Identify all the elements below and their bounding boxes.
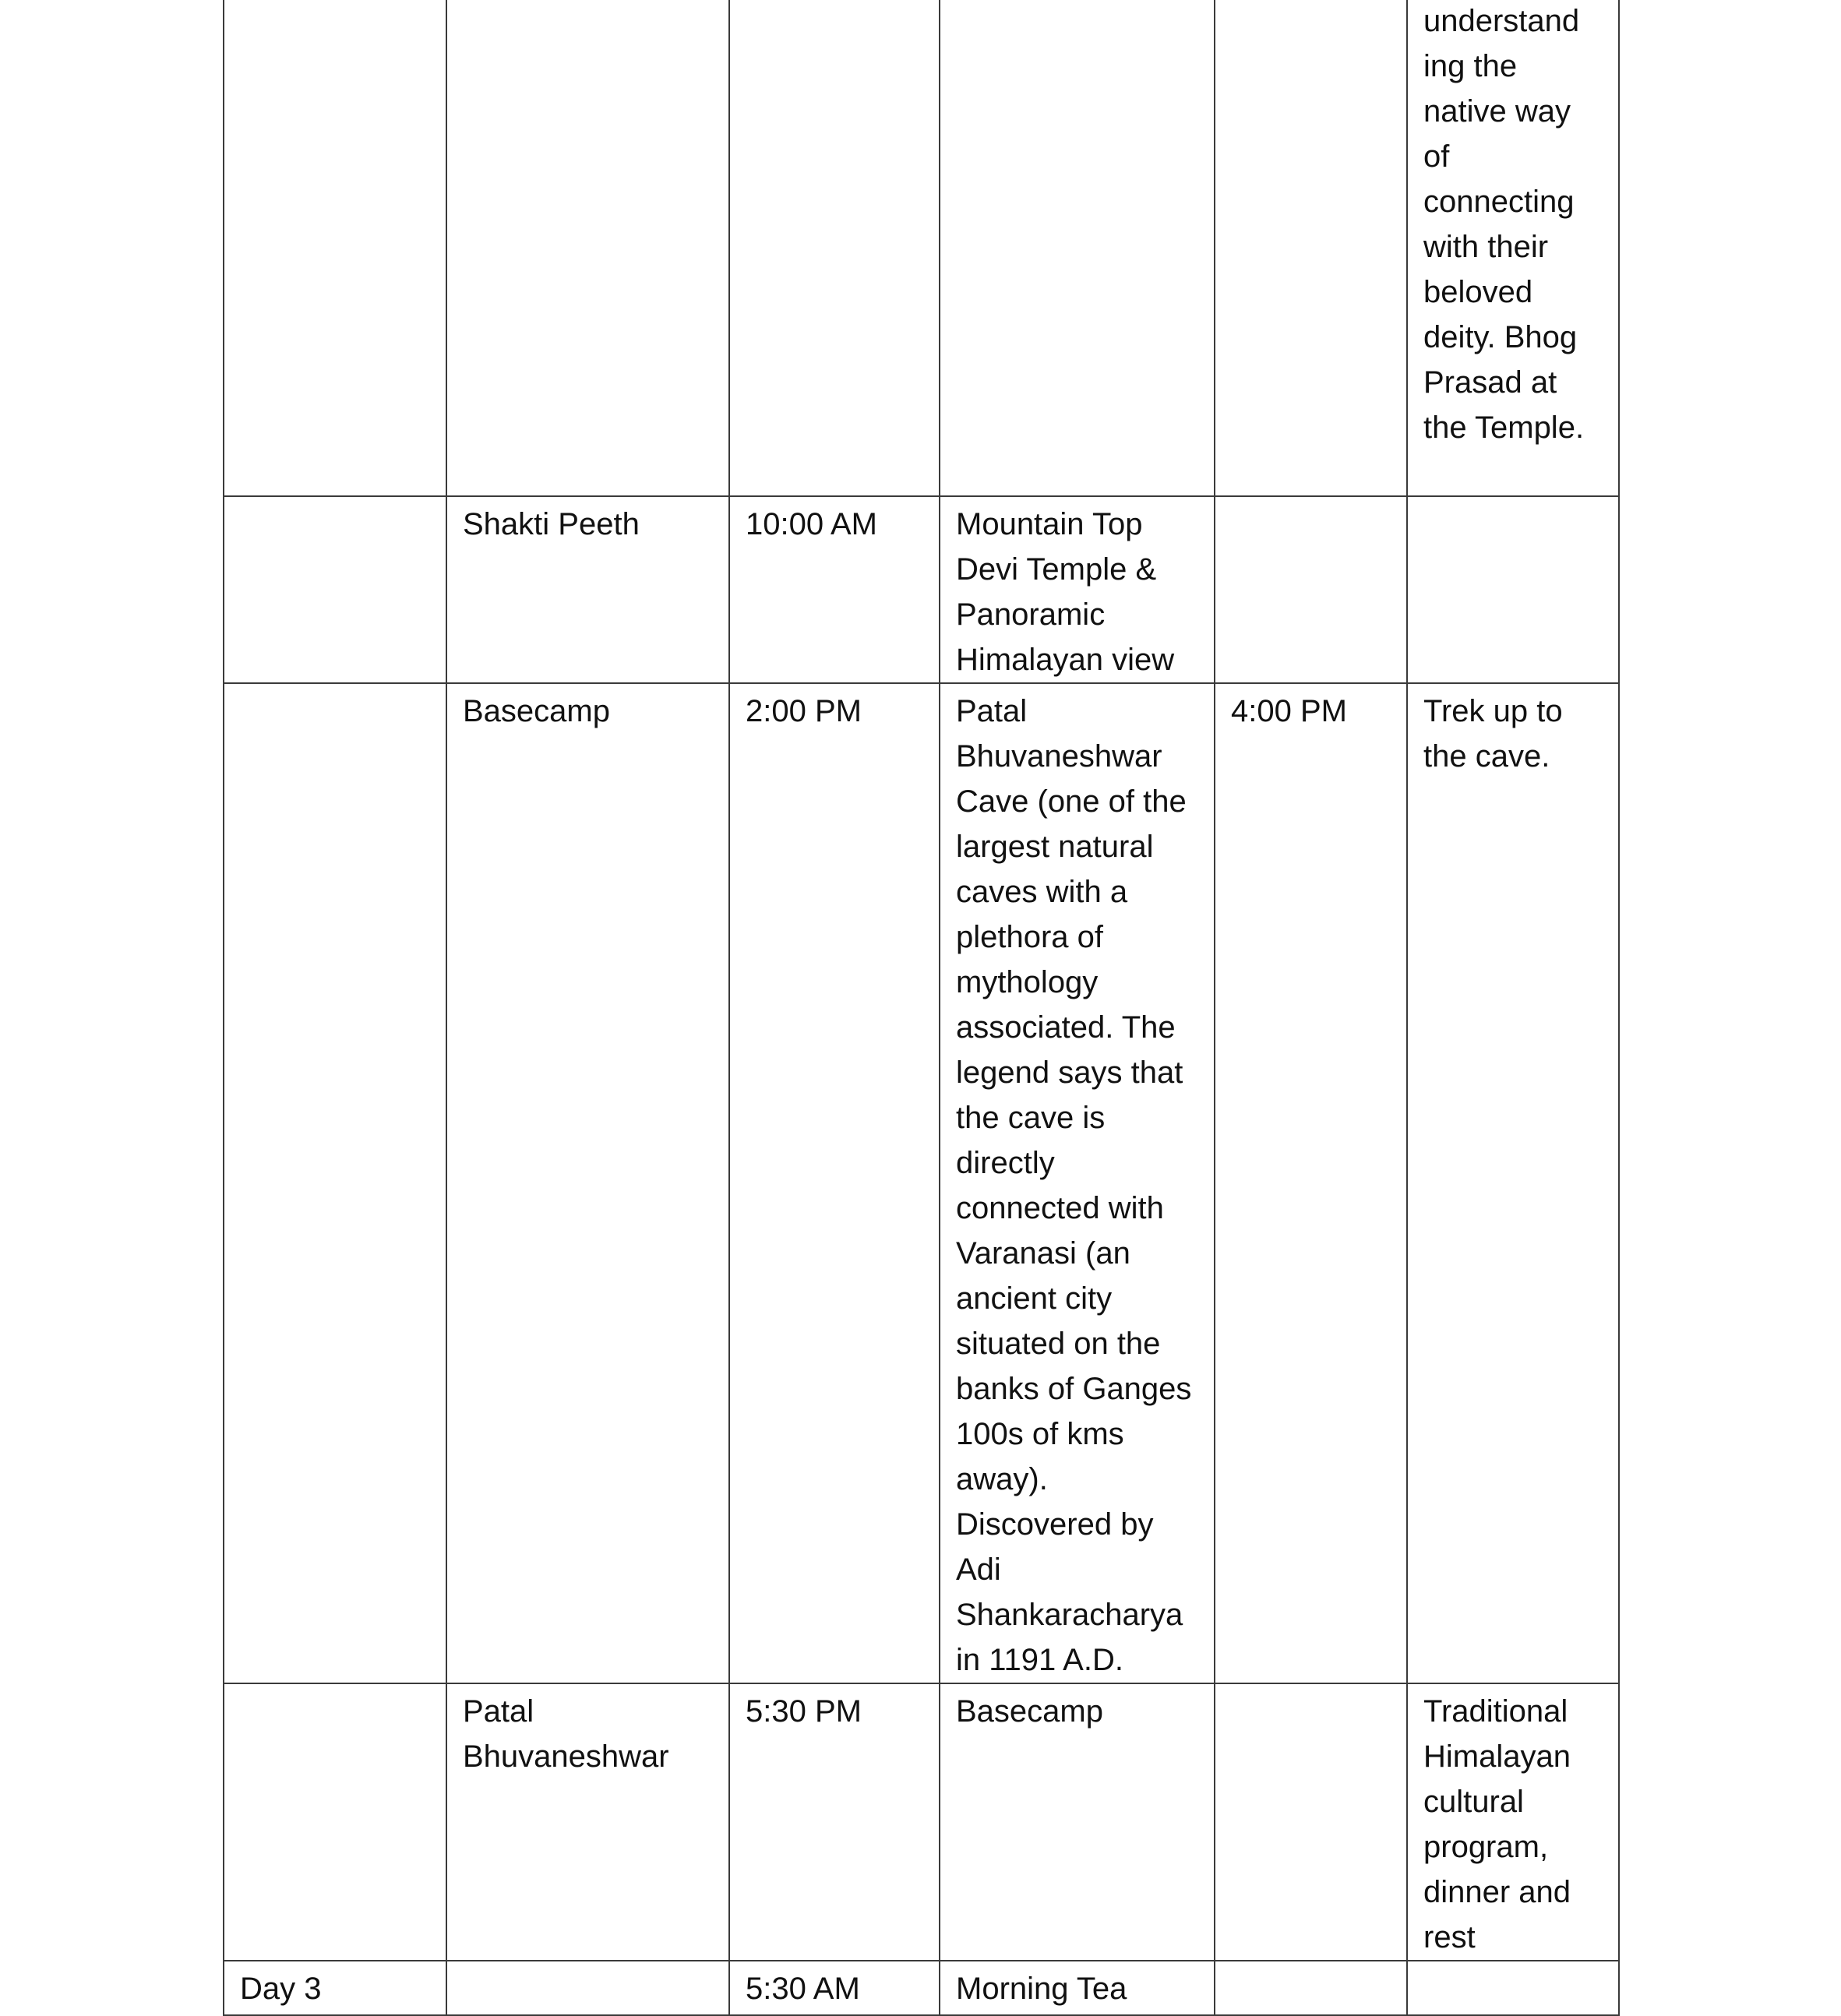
- destination-cell: [940, 683, 1215, 1683]
- notes-cell: [1407, 1683, 1619, 1961]
- day-text: Day 3: [240, 1972, 322, 2006]
- from-text: Basecamp: [463, 694, 610, 728]
- from-text: Patal Bhuvaneshwar: [463, 1694, 669, 1774]
- destination-text: Mountain Top Devi Temple & Panoramic Himalayan view: [956, 507, 1175, 677]
- destination-cell: [940, 1961, 1215, 2015]
- day-cell: [224, 1961, 446, 2015]
- from-cell: [446, 1961, 729, 2015]
- time-cell: [729, 496, 940, 683]
- arrival-cell: [1215, 1961, 1407, 2015]
- from-cell: [446, 0, 729, 496]
- from-cell: [446, 496, 729, 683]
- destination-text: Patal Bhuvaneshwar Cave (one of the largest natural caves with a plethora of mythology associated. The legend says that the cave is directly connected with Varanasi (an ancient city situated on the banks of Ganges 100s of kms away). Discovered by Adi Shankaracharya in 1191 A.D.: [956, 694, 1192, 1677]
- destination-cell: [940, 1683, 1215, 1961]
- time-cell: [729, 683, 940, 1683]
- arrival-cell: [1215, 1683, 1407, 1961]
- notes-text: Trek up to the cave.: [1423, 694, 1563, 774]
- time-text: 5:30 AM: [746, 1972, 860, 2006]
- time-text: 10:00 AM: [746, 507, 878, 541]
- time-text: 5:30 PM: [746, 1694, 862, 1729]
- notes-cell: [1407, 683, 1619, 1683]
- table-row: [224, 0, 1619, 496]
- day-cell: [224, 0, 446, 496]
- notes-text: Traditional Himalayan cultural program, dinner and rest: [1423, 1694, 1571, 1954]
- time-text: 2:00 PM: [746, 694, 862, 728]
- from-cell: [446, 1683, 729, 1961]
- day-cell: [224, 496, 446, 683]
- arrival-cell: [1215, 496, 1407, 683]
- notes-cell: [1407, 1961, 1619, 2015]
- arrival-text: 4:00 PM: [1231, 694, 1347, 728]
- from-cell: [446, 683, 729, 1683]
- notes-cell: [1407, 0, 1619, 496]
- destination-cell: [940, 0, 1215, 496]
- arrival-cell: [1215, 0, 1407, 496]
- from-text: Shakti Peeth: [463, 507, 640, 541]
- itinerary-table: [223, 0, 1620, 2016]
- table-row: [224, 1961, 1619, 2015]
- table-row: [224, 1683, 1619, 1961]
- table-row: [224, 683, 1619, 1683]
- time-cell: [729, 1683, 940, 1961]
- day-cell: [224, 1683, 446, 1961]
- destination-cell: [940, 496, 1215, 683]
- notes-text: understand ing the native way of connecting with their beloved deity. Bhog Prasad at the Temple.: [1423, 4, 1585, 445]
- day-cell: [224, 683, 446, 1683]
- destination-text: Basecamp: [956, 1694, 1103, 1729]
- notes-cell: [1407, 496, 1619, 683]
- arrival-cell: [1215, 683, 1407, 1683]
- table-row: [224, 496, 1619, 683]
- destination-text: Morning Tea: [956, 1972, 1127, 2006]
- time-cell: [729, 0, 940, 496]
- time-cell: [729, 1961, 940, 2015]
